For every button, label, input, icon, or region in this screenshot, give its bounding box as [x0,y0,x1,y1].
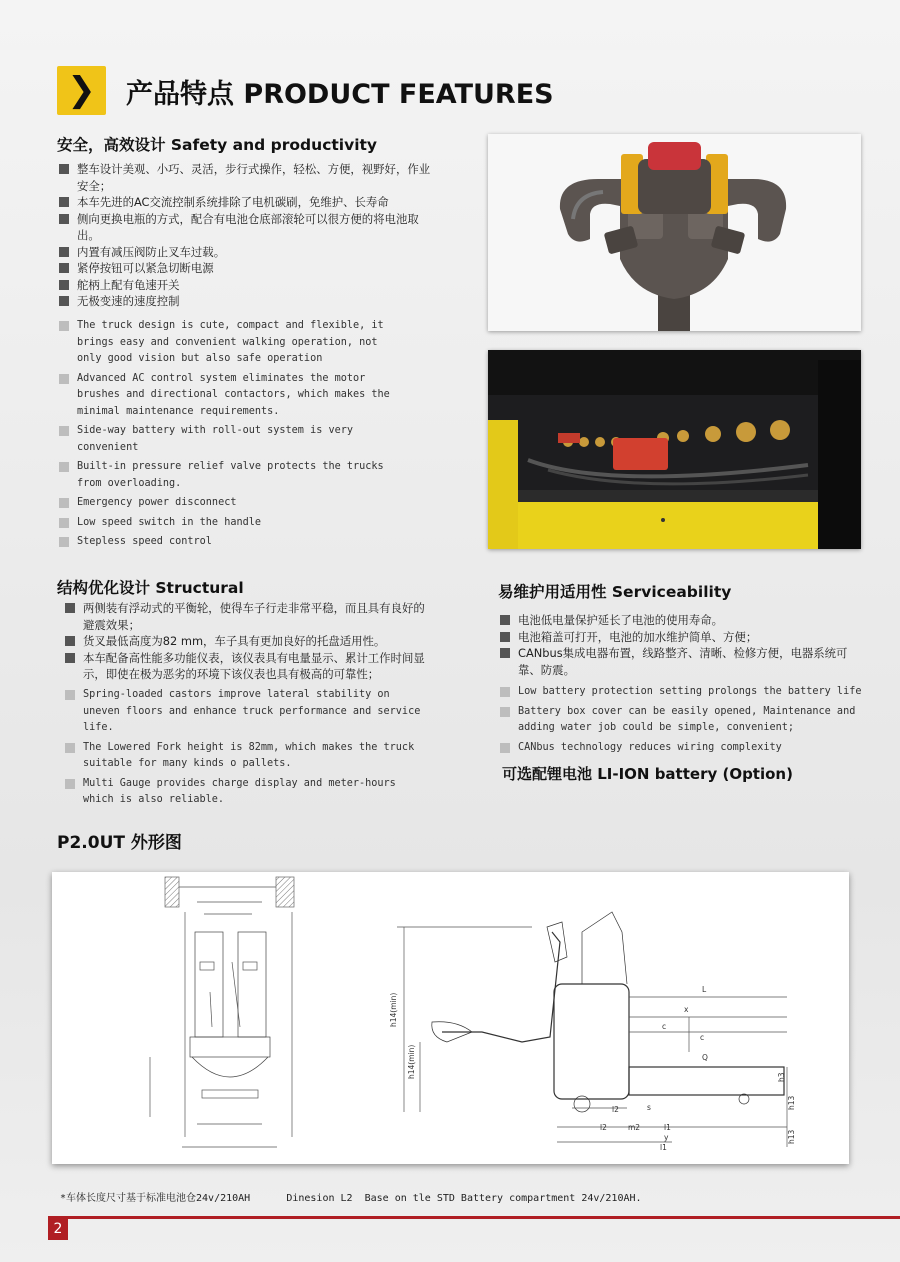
dim-s: s [647,1103,651,1112]
list-item: Built-in pressure relief valve protects the trucks from overloading. [57,459,402,492]
dim-l2-b: l2 [600,1123,607,1132]
list-item: 电池低电量保护延长了电池的使用寿命。 [498,612,870,629]
serviceability-en-list [498,684,870,759]
page-number: 2 [48,1216,68,1240]
safety-title: 安全，高效设计 Safety and productivity [57,136,378,154]
outline-title: P2.0UT 外形图 [57,833,182,853]
list-item: Advanced AC control system eliminates the motor brushes and directional contactors, which makes the minimal maintenance requirements. [57,371,402,421]
list-item: Spring-loaded castors improve lateral stability on uneven floors and enhance truck performance and service life. [63,687,423,737]
dim-h14-max: h14(min) [389,992,398,1027]
list-item: 内置有减压阀防止叉车过载。 [57,244,437,261]
dim-h13: h13 [787,1095,796,1110]
dim-l1: l1 [664,1123,671,1132]
dim-c-2: c [700,1033,705,1042]
battery-compartment-image [488,350,861,549]
header-arrow-badge [57,66,106,115]
handle-photo [488,134,861,331]
list-item: 本车配备高性能多功能仪表，该仪表具有电量显示、累计工作时间显示，即使在极为恶劣的环境下该仪表也具有极高的可靠性； [63,650,425,683]
list-item: Stepless speed control [57,534,402,551]
dim-h14-min: h14(min) [407,1044,416,1079]
safety-en-list [57,318,402,554]
list-item: Emergency power disconnect [57,495,402,512]
list-item: Multi Gauge provides charge display and meter-hours which is also reliable. [63,776,423,809]
dim-h13-b: h13 [787,1129,796,1144]
list-item: The truck design is cute, compact and flexible, it brings easy and convenient walking operation, not only good vision but also safe operation [57,318,402,368]
list-item: The Lowered Fork height is 82mm, which makes the truck suitable for many kinds o pallets. [63,740,423,773]
list-item: Battery box cover can be easily opened, Maintenance and adding water job could be simple, convenient; [498,704,870,737]
structural-title: 结构优化设计 Structural [57,579,244,597]
outline-drawing [52,872,849,1164]
dim-x: x [684,1005,689,1014]
footnote: *车体长度尺寸基于标准电池仓24v/210AH Dinesion L2 Base on tle STD Battery compartment 24v/210AH. [60,1193,642,1204]
list-item: CANbus集成电器布置，线路整齐、清晰、检修方便，电器系统可靠、防震。 [498,645,870,678]
structural-cn-list [63,600,425,683]
dim-q: Q [702,1053,708,1062]
list-item: Side-way battery with roll-out system is very convenient [57,423,402,456]
list-item: 本车先进的AC交流控制系统排除了电机碳刷，免维护、长寿命 [57,194,437,211]
list-item: 紧停按钮可以紧急切断电源 [57,260,437,277]
tiller-handle-image [488,134,861,331]
list-item: 整车设计美观、小巧、灵活，步行式操作，轻松、方便，视野好，作业安全； [57,161,437,194]
serviceability-title: 易维护用适用性 Serviceability [498,583,732,601]
dim-h3: h3 [777,1072,786,1082]
list-item: 两侧装有浮动式的平衡轮，使得车子行走非常平稳，而且具有良好的避震效果； [63,600,425,633]
list-item: 电池箱盖可打开，电池的加水维护简单、方便； [498,629,870,646]
chevron-right-icon: ❯ [67,70,96,110]
dim-l1-b: l1 [660,1143,667,1152]
structural-en-list [63,687,423,812]
list-item: 舵柄上配有龟速开关 [57,277,437,294]
list-item: 侧向更换电瓶的方式，配合有电池仓底部滚轮可以很方便的将电池取出。 [57,211,437,244]
dim-m2: m2 [628,1123,641,1132]
dim-c: c [662,1022,667,1031]
list-item: Low speed switch in the handle [57,515,402,532]
dim-l2: l2 [612,1105,619,1114]
list-item: 货叉最低高度为82 mm，车子具有更加良好的托盘适用性。 [63,633,425,650]
footer-rule [48,1216,900,1219]
technical-drawing [52,872,849,1164]
safety-cn-list [57,161,437,310]
dim-y: y [664,1133,669,1142]
li-ion-option-title: 可选配锂电池 LI-ION battery (Option) [502,765,793,783]
list-item: Low battery protection setting prolongs the battery life [498,684,870,701]
page-title: 产品特点 PRODUCT FEATURES [126,79,554,110]
serviceability-cn-list [498,612,870,678]
list-item: CANbus technology reduces wiring complexity [498,740,870,757]
dim-l: L [702,985,707,994]
list-item: 无极变速的速度控制 [57,293,437,310]
battery-compartment-photo [488,350,861,549]
